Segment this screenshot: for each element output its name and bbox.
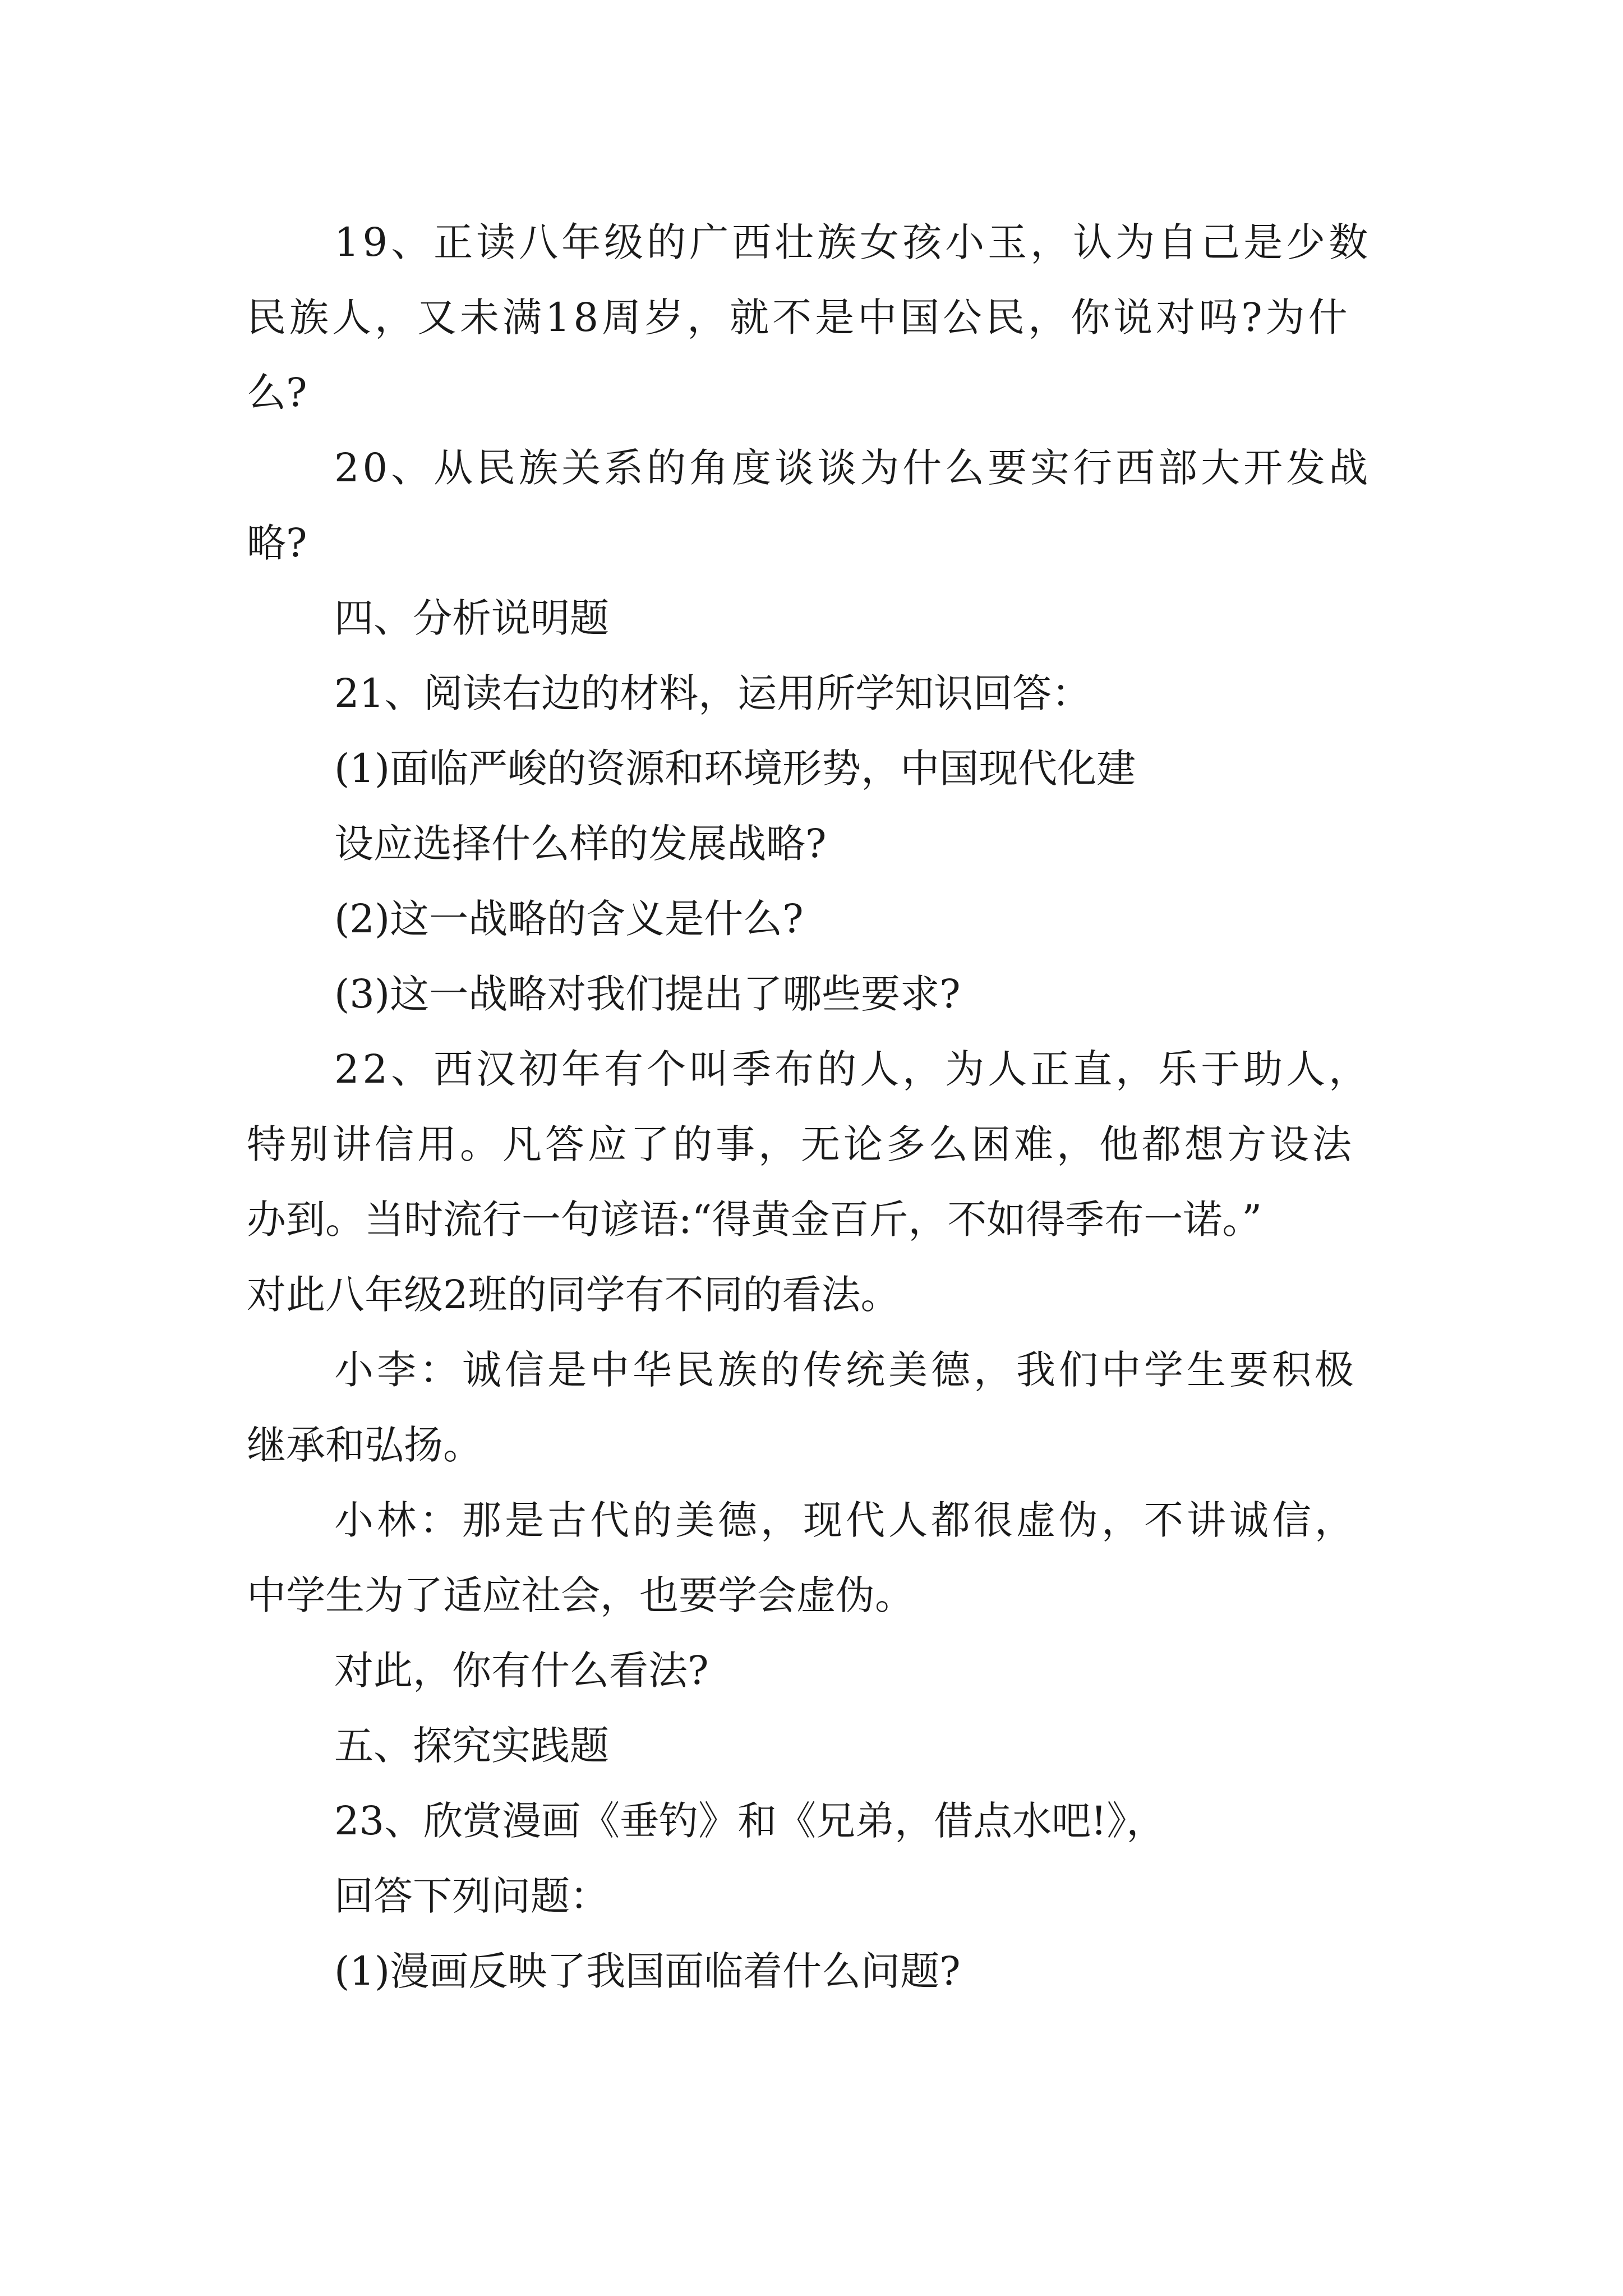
question-20-line-2: 略? xyxy=(247,520,307,566)
xiaoli-opinion-line-1: 小李：诚信是中华民族的传统美德，我们中学生要积极 xyxy=(334,1347,1357,1393)
question-19-line-2: 民族人，又未满18周岁，就不是中国公民，你说对吗?为什 xyxy=(247,295,1351,341)
question-22-prompt: 对此，你有什么看法? xyxy=(334,1648,709,1694)
question-22-line-4: 对此八年级2班的同学有不同的看法。 xyxy=(247,1272,900,1318)
section-4-heading: 四、分析说明题 xyxy=(334,595,609,641)
question-22-line-3: 办到。当时流行一句谚语:“得黄金百斤，不如得季布一诺。” xyxy=(247,1197,1262,1243)
question-21-part-1-line-1: (1)面临严峻的资源和环境形势，中国现代化建 xyxy=(334,746,1136,792)
question-22-line-2: 特别讲信用。凡答应了的事，无论多么困难，他都想方设法 xyxy=(247,1121,1355,1167)
question-23-part-1: (1)漫画反映了我国面临着什么问题? xyxy=(334,1948,961,1994)
xiaolin-opinion-line-2: 中学生为了适应社会，也要学会虚伪。 xyxy=(247,1572,914,1618)
question-19-line-3: 么? xyxy=(247,370,307,416)
question-20-line-1: 20、从民族关系的角度谈谈为什么要实行西部大开发战 xyxy=(334,445,1372,491)
question-23-line-1: 23、欣赏漫画《垂钓》和《兄弟，借点水吧!》， xyxy=(334,1798,1166,1844)
question-19-line-1: 19、正读八年级的广西壮族女孩小玉，认为自己是少数 xyxy=(334,219,1372,265)
question-21-part-1-line-2: 设应选择什么样的发展战略? xyxy=(334,821,827,867)
xiaolin-opinion-line-1: 小林：那是古代的美德，现代人都很虚伪，不讲诚信， xyxy=(334,1497,1357,1543)
xiaoli-opinion-line-2: 继承和弘扬。 xyxy=(247,1422,482,1468)
question-23-line-2: 回答下列问题： xyxy=(334,1873,609,1919)
section-5-heading: 五、探究实践题 xyxy=(334,1723,609,1769)
question-21-part-2: (2)这一战略的含义是什么? xyxy=(334,896,804,942)
question-22-line-1: 22、西汉初年有个叫季布的人，为人正直，乐于助人， xyxy=(334,1046,1372,1092)
question-21-stem: 21、阅读右边的材料，运用所学知识回答： xyxy=(334,670,1091,716)
question-21-part-3: (3)这一战略对我们提出了哪些要求? xyxy=(334,971,961,1017)
